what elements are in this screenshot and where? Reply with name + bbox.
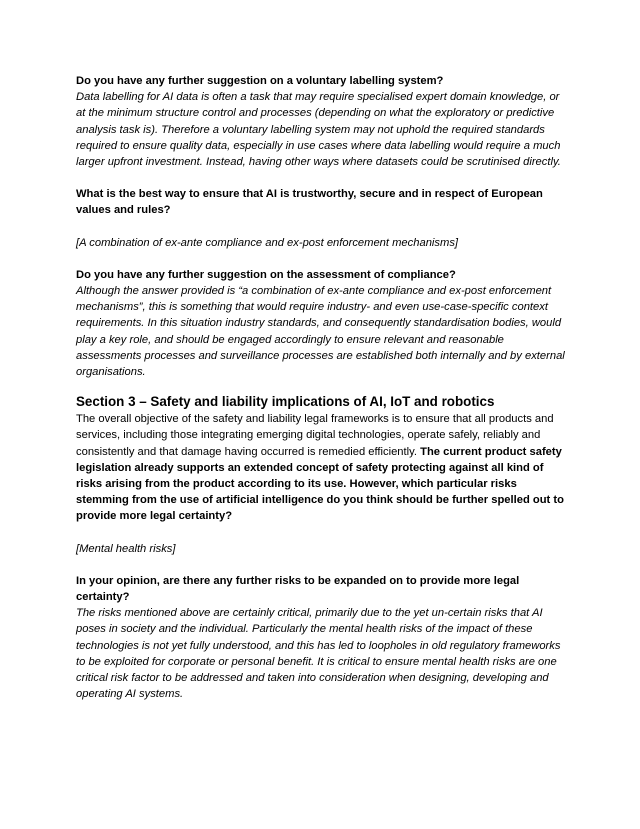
- section-3-intro: [76, 411, 568, 524]
- answer-trustworthy-ai: [A combination of ex-ante compliance and ex-post enforcement mechanisms]: [76, 236, 459, 249]
- answer-product-safety-risks: [Mental health risks]: [76, 542, 176, 555]
- answer-assessment-compliance: Although the answer provided is “a combination of ex-ante compliance and ex-post enforcement mechanisms”, this is something that would require industry- and even use-case-specific context requirements. In this situation industry standards, and consequently standardisation bodies, would play a key role, and should be engaged accordingly to ensure relevant and reasonable assessments processes and surveillance processes are established both internally and by external organisations.: [76, 285, 565, 379]
- spacer: [76, 525, 568, 541]
- section-3-heading: Section 3 – Safety and liability implications of AI, IoT and robotics: [76, 394, 495, 410]
- question-trustworthy-ai: What is the best way to ensure that AI is trustworthy, secure and in respect of European values and rules?: [76, 188, 543, 217]
- spacer: [76, 170, 568, 186]
- spacer: [76, 219, 568, 235]
- section-3-intro-question: The current product safety legislation already supports an extended concept of safety protecting against all kind of risks arising from the product according to its use. However, which particular risks stemming from the use of artificial intelligence do you think should be further spelled out to provide more legal certainty?: [76, 445, 564, 523]
- document-page: [76, 73, 568, 703]
- question-voluntary-labelling: Do you have any further suggestion on a voluntary labelling system?: [76, 75, 444, 87]
- spacer: [76, 251, 568, 267]
- question-assessment-compliance: Do you have any further suggestion on the assessment of compliance?: [76, 268, 456, 281]
- question-further-risks: In your opinion, are there any further risks to be expanded on to provide more legal certainty?: [76, 574, 520, 604]
- section-3-intro-plain: The overall objective of the safety and liability legal frameworks is to ensure that all products and services, including those integrating emerging digital technologies, operate safely, reliably and consistently and that damage having occurred is remedied efficiently.: [76, 413, 554, 458]
- answer-further-risks: The risks mentioned above are certainly critical, primarily due to the yet un-certain risks that AI poses in society and the individual. Particularly the mental health risks of the impact of these technologies is not yet fully understood, and this has led to loopholes in old regulatory frameworks to be exploited for corporate or personal benefit. It is critical to ensure mental health risks are one critical risk factor to be addressed and taken into consideration when designing, developing and operating AI systems.: [76, 607, 561, 701]
- spacer: [76, 557, 568, 573]
- spacer: [76, 380, 568, 393]
- answer-voluntary-labelling: Data labelling for AI data is often a task that may require specialised expert domain knowledge, or at the minimum structure control and processes (depending on what the exploratory or predictive analysis task is). Therefore a voluntary labelling system may not uphold the required standards required to ensure quality data, especially in use cases where data labelling would require a much larger upfront investment. Instead, having other ways where datasets could be scrutinised directly.: [76, 91, 561, 169]
